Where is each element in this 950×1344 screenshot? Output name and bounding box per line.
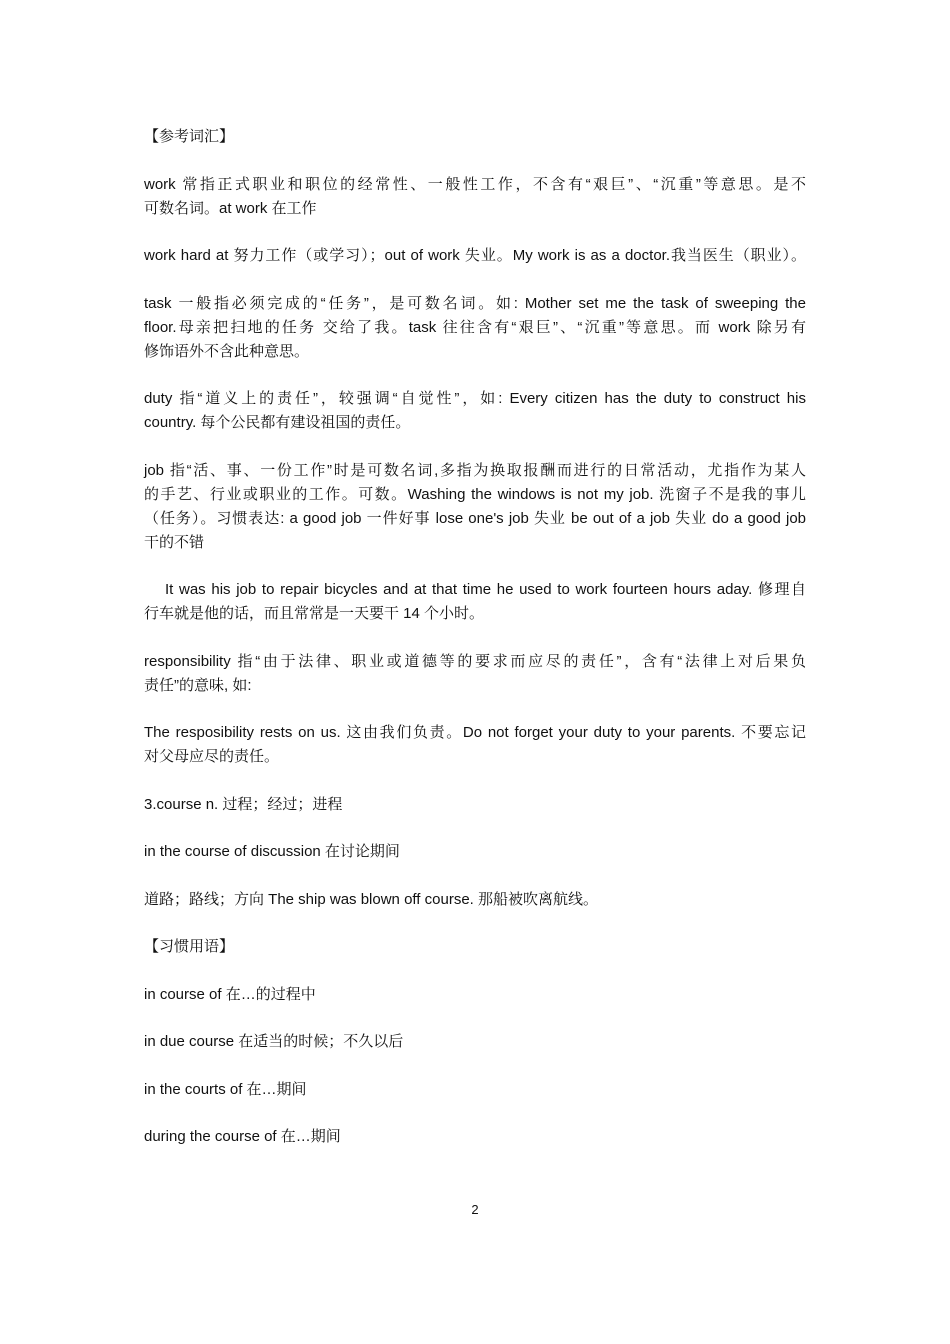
paragraph-course-example [144,840,806,864]
text-line: 道路；路线；方向 The ship was blown off course. 那船被吹离航线。 [144,890,599,908]
heading-text: 【参考词汇】 [144,128,235,145]
paragraph-work-usage [144,244,806,268]
paragraph-job [144,459,806,555]
text-line: （任务）。习惯表达: a good job 一件好事 lose one's job 失业 be out of a job 失业 do a good job [144,509,806,527]
text-line: work hard at 努力工作（或学习）；out of work 失业。My work is as a doctor.我当医生（职业）。 [144,247,806,264]
text-line: in course of 在…的过程中 [144,985,316,1003]
idiom-item [144,1125,806,1149]
text-line: duty 指“道义上的责任”，较强调“自觉性”，如: Every citizen has the duty to construct his [144,390,806,407]
idiom-item [144,983,806,1007]
text-line: task 一般指必须完成的“任务”，是可数名词。如: Mother set me the task of sweeping the [144,294,806,312]
idiom-item [144,1030,806,1054]
text-line: country. 每个公民都有建设祖国的责任。 [144,414,411,431]
text-line: 行车就是他的话，而且常常是一天要干 14 个小时。 [144,605,485,622]
paragraph-responsibility-examples [144,721,806,769]
text-line: responsibility 指“由于法律、职业或道德等的要求而应尽的责任”，含有“法律上对后果负 [144,652,806,670]
text-line: floor.母亲把扫地的任务 交给了我。task 往往含有“艰巨”、“沉重”等意思。而 work 除另有 [144,318,806,336]
section-heading-vocabulary [144,125,806,149]
text-line: 干的不错 [144,533,205,551]
text-line: It was his job to repair bicycles and at that time he used to work fourteen hours aday. 修理自 [165,581,806,598]
paragraph-task [144,292,806,364]
text-line: 修饰语外不含此种意思。 [144,342,310,360]
section-heading-idioms [144,935,806,959]
text-line: in the course of discussion 在讨论期间 [144,843,400,860]
text-line: in due course 在适当的时候；不久以后 [144,1033,404,1050]
paragraph-work [144,173,806,221]
paragraph-course [144,793,806,817]
text-line: job 指“活、事、一份工作”时是可数名词,多指为换取报酬而进行的日常活动，尤指作为某人 [144,461,806,479]
text-line: during the course of 在…期间 [144,1128,341,1145]
page-number: 2 [471,1202,479,1217]
text-line: work 常指正式职业和职位的经常性、一般性工作，不含有“艰巨”、“沉重”等意思。是不 [144,175,806,193]
paragraph-example-bicycle [144,578,806,626]
text-line: 3.course n. 过程；经过；进程 [144,795,343,813]
text-line: The resposibility rests on us. 这由我们负责。Do not forget your duty to your parents. 不要忘记 [144,724,806,741]
document-body [144,125,806,1173]
text-line: 对父母应尽的责任。 [144,748,280,765]
text-line: 责任”的意味, 如: [144,676,252,694]
paragraph-course-route [144,888,806,912]
text-line: 可数名词。at work 在工作 [144,199,317,217]
idiom-item [144,1078,806,1102]
paragraph-duty [144,387,806,435]
text-line: in the courts of 在…期间 [144,1080,307,1098]
heading-text: 【习惯用语】 [144,938,235,955]
text-line: 的手艺、行业或职业的工作。可数。Washing the windows is not my job. 洗窗子不是我的事儿 [144,485,806,503]
paragraph-responsibility [144,650,806,698]
